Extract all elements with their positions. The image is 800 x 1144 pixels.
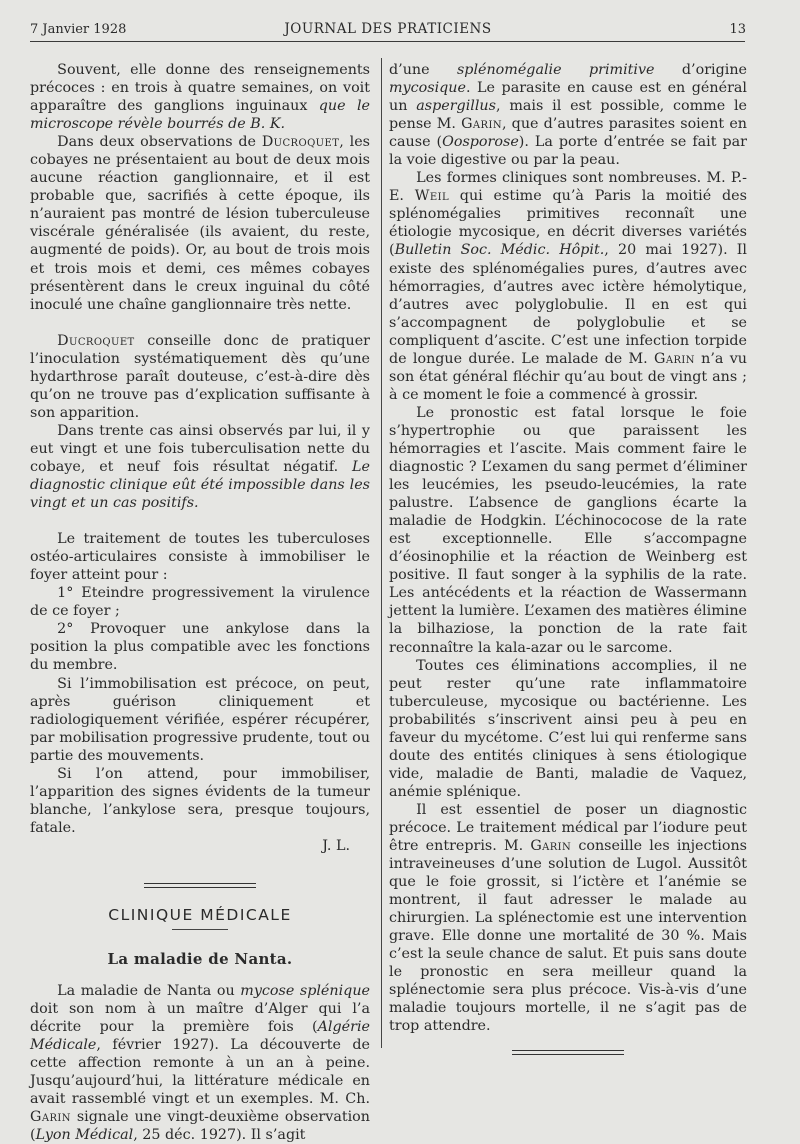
author-name: Garin: [30, 1109, 71, 1126]
text-run: conseille donc de pratiquer l’inoculation systématiquement dès qu’une hydarthrose paraît douteuse, c’est-à-dire dès qu’on ne trouve pas d’explication suffisante à son apparition.: [30, 332, 370, 421]
text-run: Le traitement de toutes les tuberculoses ostéo-articulaires consiste à immobiliser le foyer atteint pour :: [30, 531, 370, 584]
section-separator: [144, 883, 256, 888]
text-run: , février 1927). La découverte de cette affection remonte à un an à peine. Jusqu’aujourd’hui, la littérature médicale en avait rassemblé vingt et un exemples. M. Ch.: [30, 1037, 370, 1108]
italic-text: Oosporose: [442, 134, 519, 151]
author-name: Ducroquet: [261, 134, 340, 151]
text-run: , que d’autres parasites soient en cause (: [389, 116, 747, 151]
paragraph: [30, 332, 370, 422]
text-run: . Le parasite en cause est en général un: [389, 80, 747, 115]
text-run: 2° Provoquer une ankylose dans la position la plus compatible avec les fonctions du membre.: [30, 621, 370, 674]
text-run: Il est essentiel de poser un diagnostic précoce. Le traitement médical par l’iodure peut être entrepris. M.: [389, 801, 747, 855]
text-run: , mais il est possible, comme le pense M.: [389, 98, 747, 133]
paragraph: [30, 620, 370, 674]
text-run: , 25 déc. 1927). Il s’agit: [133, 1127, 306, 1144]
text-run: conseille les injections intraveineuses d’une solution de Lugol. Aussitôt que le foie grossit, si l’ictère et l’anémie se montrent, il faut adresser le malade au chirurgien. La splénectomie est une intervention grave. Elle donne une mortalité de 30 %. Mais c’est la seule chance de salut. Et puis sans doute le pronostic en sera meilleur quand la splénectomie sera plus précoce. Vis-à-vis d’une maladie toujours mortelle, il ne s’agit pas de trop attendre.: [389, 838, 747, 1035]
text-run: Dans trente cas ainsi observés par lui, il y eut vingt et une fois tuberculisation nette du cobaye, et neuf fois résultat négatif.: [30, 422, 370, 475]
paragraph: [389, 801, 747, 1036]
page-number: 13: [729, 22, 746, 37]
italic-text: Lyon Médical: [35, 1127, 134, 1144]
paragraph: [30, 133, 370, 313]
paragraph: [30, 982, 370, 1144]
page-header: [30, 20, 746, 40]
text-run: Les formes cliniques sont nombreuses. M. P.-E.: [389, 170, 747, 205]
text-run: Le pronostic est fatal lorsque le foie s’hypertrophie ou que paraissent les hémorragies et l’ascite. Mais comment faire le diagnostic ? L’examen du sang permet d’éliminer les leucémies, les pseudo-leucémies, la rate palustre. L’absence de ganglions écarte la maladie de Hodgkin. L’échinococose de la rate est exceptionnelle. Elle s’accompagne d’éosinophilie et la réaction de Weinberg est positive. Il faut songer à la syphilis de la rate. Les antécédents et la réaction de Wassermann jettent la lumière. L’examen des matières élimine la bilhaziose, la ponction de la rate fait reconnaître la kala-azar ou le sarcome.: [389, 404, 747, 656]
paragraph: [30, 765, 370, 837]
text-run: qui estime qu’à Paris la moitié des splénomégalies primitives reconnaît une étiologie mycosique, en décrit diverses variétés (: [389, 188, 747, 259]
author-name: Weil: [414, 188, 449, 205]
paragraph: [30, 584, 370, 620]
article-title: La maladie de Nanta.: [107, 950, 293, 969]
italic-text: splénomégalie primitive: [456, 62, 655, 78]
author-name: Garin: [461, 116, 502, 133]
text-run: Souvent, elle donne des renseignements précoces : en trois à quatre semaines, on voit apparaître des ganglions inguinaux: [30, 62, 370, 115]
paragraph: [389, 404, 747, 657]
text-run: 1° Eteindre progressivement la virulence de ce foyer ;: [30, 585, 370, 620]
issue-date: 7 Janvier 1928: [30, 22, 127, 37]
section-underline: [172, 929, 228, 930]
author-signature: J. L.: [322, 837, 350, 854]
column-divider: [381, 58, 382, 1048]
text-run: , les cobayes ne présentaient au bout de deux mois aucune réaction ganglionnaire, et il est probable que, sacrifiés à cette époque, ils n’auraient pas montré de lésion tuberculeuse viscérale généralisée (ils avaient, du reste, augmenté de poids). Or, au bout de trois mois et trois mois et demi, ces mêmes cobayes présentèrent dans le creux inguinal du côté inoculé une chaîne ganglionnaire très nette.: [30, 134, 370, 313]
left-column: [30, 61, 370, 1144]
text-run: ). La porte d’entrée se fait par la voie digestive ou par la peau.: [389, 134, 747, 169]
header-rule: [30, 41, 745, 42]
text-run: doit son nom à un maître d’Alger qui l’a décrite pour la première fois (: [30, 1001, 370, 1036]
italic-text: que le microscope révèle bourrés de B. K.: [30, 98, 370, 133]
text-run: Toutes ces éliminations accomplies, il ne peut rester qu’une rate inflammatoire tuberculeuse, mycosique ou bactérienne. Les probabilités s’inscrivent ainsi peu à peu en faveur du mycétome. C’est lui qui renferme sans doute des entités cliniques à sens étiologique vide, maladie de Banti, maladie de Vaquez, anémie splénique.: [389, 657, 747, 800]
paragraph: [389, 169, 747, 404]
text-run: n’a vu son état général fléchir qu’au bout de vingt ans ; à ce moment le foie a commencé à grossir.: [389, 350, 747, 403]
paragraph: [389, 61, 747, 169]
text-run: , 20 mai 1927). Il existe des splénomégalies pures, d’autres avec hémorragies, d’autres avec ictère hémolytique, d’autres avec polyglobulie. Il en est qui s’accompagnent de polyglobulie et se compliquent d’ascite. C’est une infection torpide de longue durée. Le malade de M.: [389, 242, 748, 367]
text-run: signale une vingt-deuxième observation (: [30, 1109, 370, 1144]
text-run: Dans deux observations de: [57, 134, 262, 151]
author-name: Garin: [654, 350, 695, 367]
italic-text: aspergillus: [416, 98, 496, 115]
italic-text: Algérie Médicale: [30, 1019, 370, 1054]
text-run: Si l’on attend, pour immobiliser, l’apparition des signes évidents de la tumeur blanche, l’ankylose sera, presque toujours, fatale.: [30, 765, 370, 836]
author-name: Ducroquet: [57, 332, 135, 349]
paragraph: [30, 530, 370, 584]
italic-text: Le diagnostic clinique eût été impossible dans les vingt et un cas positifs.: [30, 458, 370, 512]
journal-title: JOURNAL DES PRATICIENS: [284, 21, 492, 37]
section-title: CLINIQUE MÉDICALE: [108, 905, 292, 924]
text-run: d’origine: [654, 62, 747, 78]
end-separator: [512, 1050, 624, 1055]
italic-text: mycosique: [389, 80, 466, 97]
italic-text: Bulletin Soc. Médic. Hôpit.: [394, 242, 605, 259]
text-run: La maladie de Nanta ou: [57, 983, 241, 1000]
paragraph: [30, 61, 370, 133]
italic-text: mycose splénique: [240, 983, 370, 1000]
paragraph: [30, 422, 370, 512]
text-run: d’une: [389, 62, 457, 78]
text-run: Si l’immobilisation est précoce, on peut, après guérison cliniquement et radiologiquement vérifiée, espérer récupérer, par mobilisation progressive prudente, tout ou partie des mouvements.: [30, 675, 370, 764]
paragraph: [30, 675, 370, 765]
author-name: Garin: [530, 838, 572, 855]
right-column: [389, 61, 747, 1055]
paragraph: [389, 657, 747, 801]
